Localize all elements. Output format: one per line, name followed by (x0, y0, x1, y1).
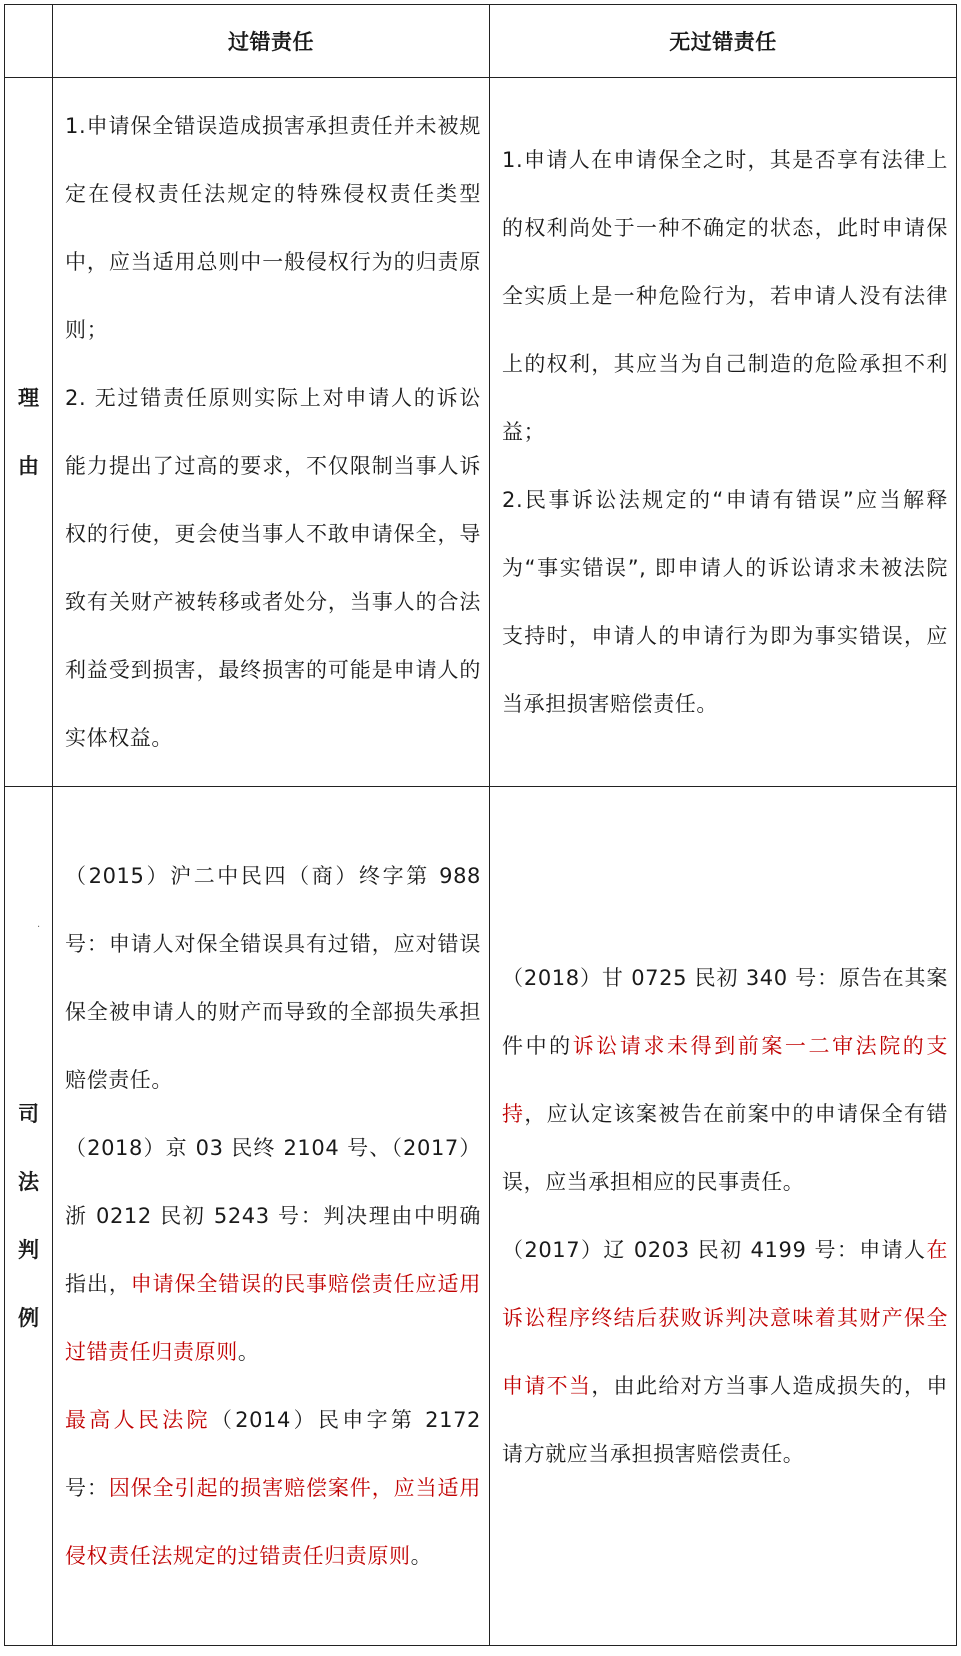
reason-nofault-cell (490, 78, 957, 787)
comparison-table (4, 4, 957, 1646)
reason-fault-point-1: 1.申请保全错误造成损害承担责任并未被规定在侵权责任法规定的特殊侵权责任类型中，应当适用总则中一般侵权行为的归责原则； (65, 114, 481, 342)
header-nofault-cell (490, 5, 957, 78)
case-fault-3-court: 最高人民法院 (65, 1408, 211, 1432)
header-empty-cell (5, 5, 53, 78)
header-nofault-liability: 无过错责任 (669, 30, 777, 54)
case-fault-3: 最高人民法院（2014）民申字第 2172 号：因保全引起的损害赔偿案件，应当适用侵权责任法规定的过错责任归责原则。 (65, 1408, 481, 1568)
comparison-document (4, 4, 956, 1650)
case-nofault-1-highlight: 诉讼请求未得到前案一二审法院的支持 (502, 1034, 948, 1126)
case-fault-1: （2015）沪二中民四（商）终字第 988 号：申请人对保全错误具有过错，应对错误保全被申请人的财产而导致的全部损失承担赔偿责任。 (65, 864, 481, 1092)
stray-dot: · (37, 922, 41, 933)
header-row (5, 5, 957, 78)
case-nofault-1: （2018）甘 0725 民初 340 号：原告在其案件中的诉讼请求未得到前案一二审法院的支持，应认定该案被告在前案中的申请保全有错误，应当承担相应的民事责任。 (502, 966, 948, 1194)
cases-fault-cell (53, 787, 490, 1646)
header-fault-cell (53, 5, 490, 78)
case-nofault-2: （2017）辽 0203 民初 4199 号：申请人在诉讼程序终结后获败诉判决意味着其财产保全申请不当，由此给对方当事人造成损失的，申请方就应当承担损害赔偿责任。 (502, 1238, 948, 1466)
case-fault-2: （2018）京 03 民终 2104 号、（2017）浙 0212 民初 5243 号：判决理由中明确指出，申请保全错误的民事赔偿责任应适用过错责任归责原则。 (65, 1136, 481, 1364)
cases-row (5, 787, 957, 1646)
reason-fault-point-2: 2. 无过错责任原则实际上对申请人的诉讼能力提出了过高的要求，不仅限制当事人诉权的行使，更会使当事人不敢申请保全，导致有关财产被转移或者处分，当事人的合法利益受到损害，最终损害的可能是申请人的实体权益。 (65, 386, 481, 750)
case-fault-3-highlight: 因保全引起的损害赔偿案件，应当适用侵权责任法规定的过错责任归责原则 (65, 1476, 481, 1568)
case-fault-2-highlight: 申请保全错误的民事赔偿责任应适用过错责任归责原则 (65, 1272, 481, 1364)
reason-fault-cell (53, 78, 490, 787)
header-fault-liability: 过错责任 (228, 30, 314, 54)
reason-row (5, 78, 957, 787)
reason-nofault-point-1: 1.申请人在申请保全之时，其是否享有法律上的权利尚处于一种不确定的状态，此时申请保全实质上是一种危险行为，若申请人没有法律上的权利，其应当为自己制造的危险承担不利益； (502, 148, 948, 444)
case-nofault-2-highlight: 在诉讼程序终结后获败诉判决意味着其财产保全申请不当 (502, 1238, 948, 1398)
cases-nofault-cell (490, 787, 957, 1646)
cases-label: 司 法 判 例 (5, 787, 53, 1646)
reason-label: 理 由 (5, 78, 53, 787)
reason-nofault-point-2: 2.民事诉讼法规定的“申请有错误”应当解释为“事实错误”, 即申请人的诉讼请求未被法院支持时，申请人的申请行为即为事实错误，应当承担损害赔偿责任。 (502, 488, 948, 716)
